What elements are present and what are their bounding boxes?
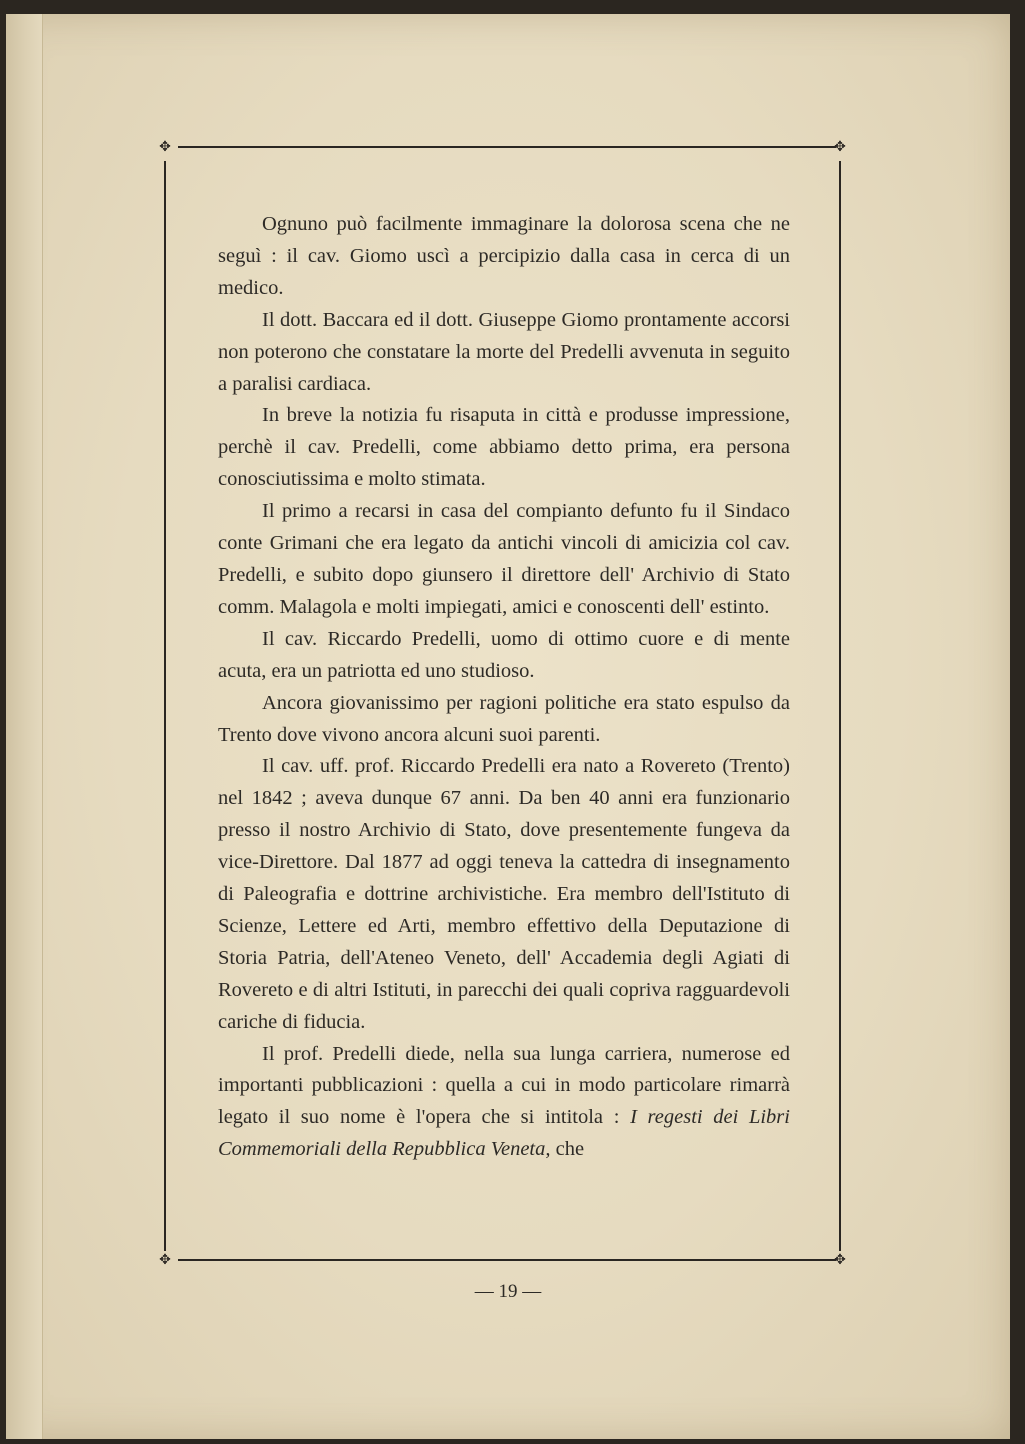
page-body-text	[218, 209, 790, 1166]
frame-rule-left	[164, 161, 166, 1251]
frame-rule-right	[839, 161, 841, 1251]
page-number: — 19 —	[474, 1281, 542, 1302]
paragraph-last-tail: che	[550, 1138, 585, 1161]
corner-ornament-icon: ✥	[159, 139, 171, 155]
paragraph: Ognuno può facilmente immaginare la dolorosa scena che ne seguì : il cav. Giomo uscì a percipizio dalla casa in cerca di un medico.	[218, 213, 790, 299]
corner-ornament-icon: ✥	[159, 1252, 171, 1268]
book-page	[6, 14, 1010, 1439]
paragraph: Il cav. uff. prof. Riccardo Predelli era nato a Rovereto (Trento) nel 1842 ; aveva dunque 67 anni. Da ben 40 anni era funzionario presso il nostro Archivio di Stato, dove presentemente fungeva da vice-Direttore. Dal 1877 ad oggi teneva la cattedra di insegnamento di Paleografia e dottrine archivistiche. Era membro dell'Istituto di Scienze, Lettere ed Arti, membro effettivo della Deputazione di Storia Patria, dell'Ateneo Veneto, dell' Accademia degli Agiati di Rovereto e di altri Istituti, in parecchi dei quali copriva ragguardevoli cariche di fiducia.	[218, 755, 790, 1033]
paragraph-last-text: Il prof. Predelli diede, nella sua lunga carriera, numerose ed importanti pubblicazioni : quella a cui in modo particolare rimarrà legato il suo nome è l'opera che si intitola :	[218, 1042, 790, 1129]
paragraph: Ancora giovanissimo per ragioni politiche era stato espulso da Trento dove vivono ancora alcuni suoi parenti.	[218, 691, 790, 746]
page-binding-edge	[6, 14, 43, 1439]
corner-ornament-icon: ✥	[834, 1252, 846, 1268]
frame-rule-top	[178, 146, 836, 148]
paragraph: Il primo a recarsi in casa del compianto defunto fu il Sindaco conte Grimani che era legato da antichi vincoli di amicizia col cav. Predelli, e subito dopo giunsero il direttore dell' Archivio di Stato comm. Malagola e molti impiegati, amici e conoscenti dell' estinto.	[218, 500, 790, 618]
frame-rule-bottom	[178, 1259, 836, 1261]
paragraph-last	[218, 1039, 790, 1167]
paragraph: Il cav. Riccardo Predelli, uomo di ottimo cuore e di mente acuta, era un patriotta ed uno studioso.	[218, 627, 790, 682]
corner-ornament-icon: ✥	[834, 139, 846, 155]
paragraph: Il dott. Baccara ed il dott. Giuseppe Giomo prontamente accorsi non poterono che constatare la morte del Predelli avvenuta in seguito a paralisi cardiaca.	[218, 308, 790, 395]
work-title: I regesti dei Libri Commemoriali della Repubblica Veneta,	[218, 1106, 790, 1161]
paragraph: In breve la notizia fu risaputa in città e produsse impressione, perchè il cav. Predelli, come abbiamo detto prima, era persona conosciutissima e molto stimata.	[218, 404, 790, 491]
